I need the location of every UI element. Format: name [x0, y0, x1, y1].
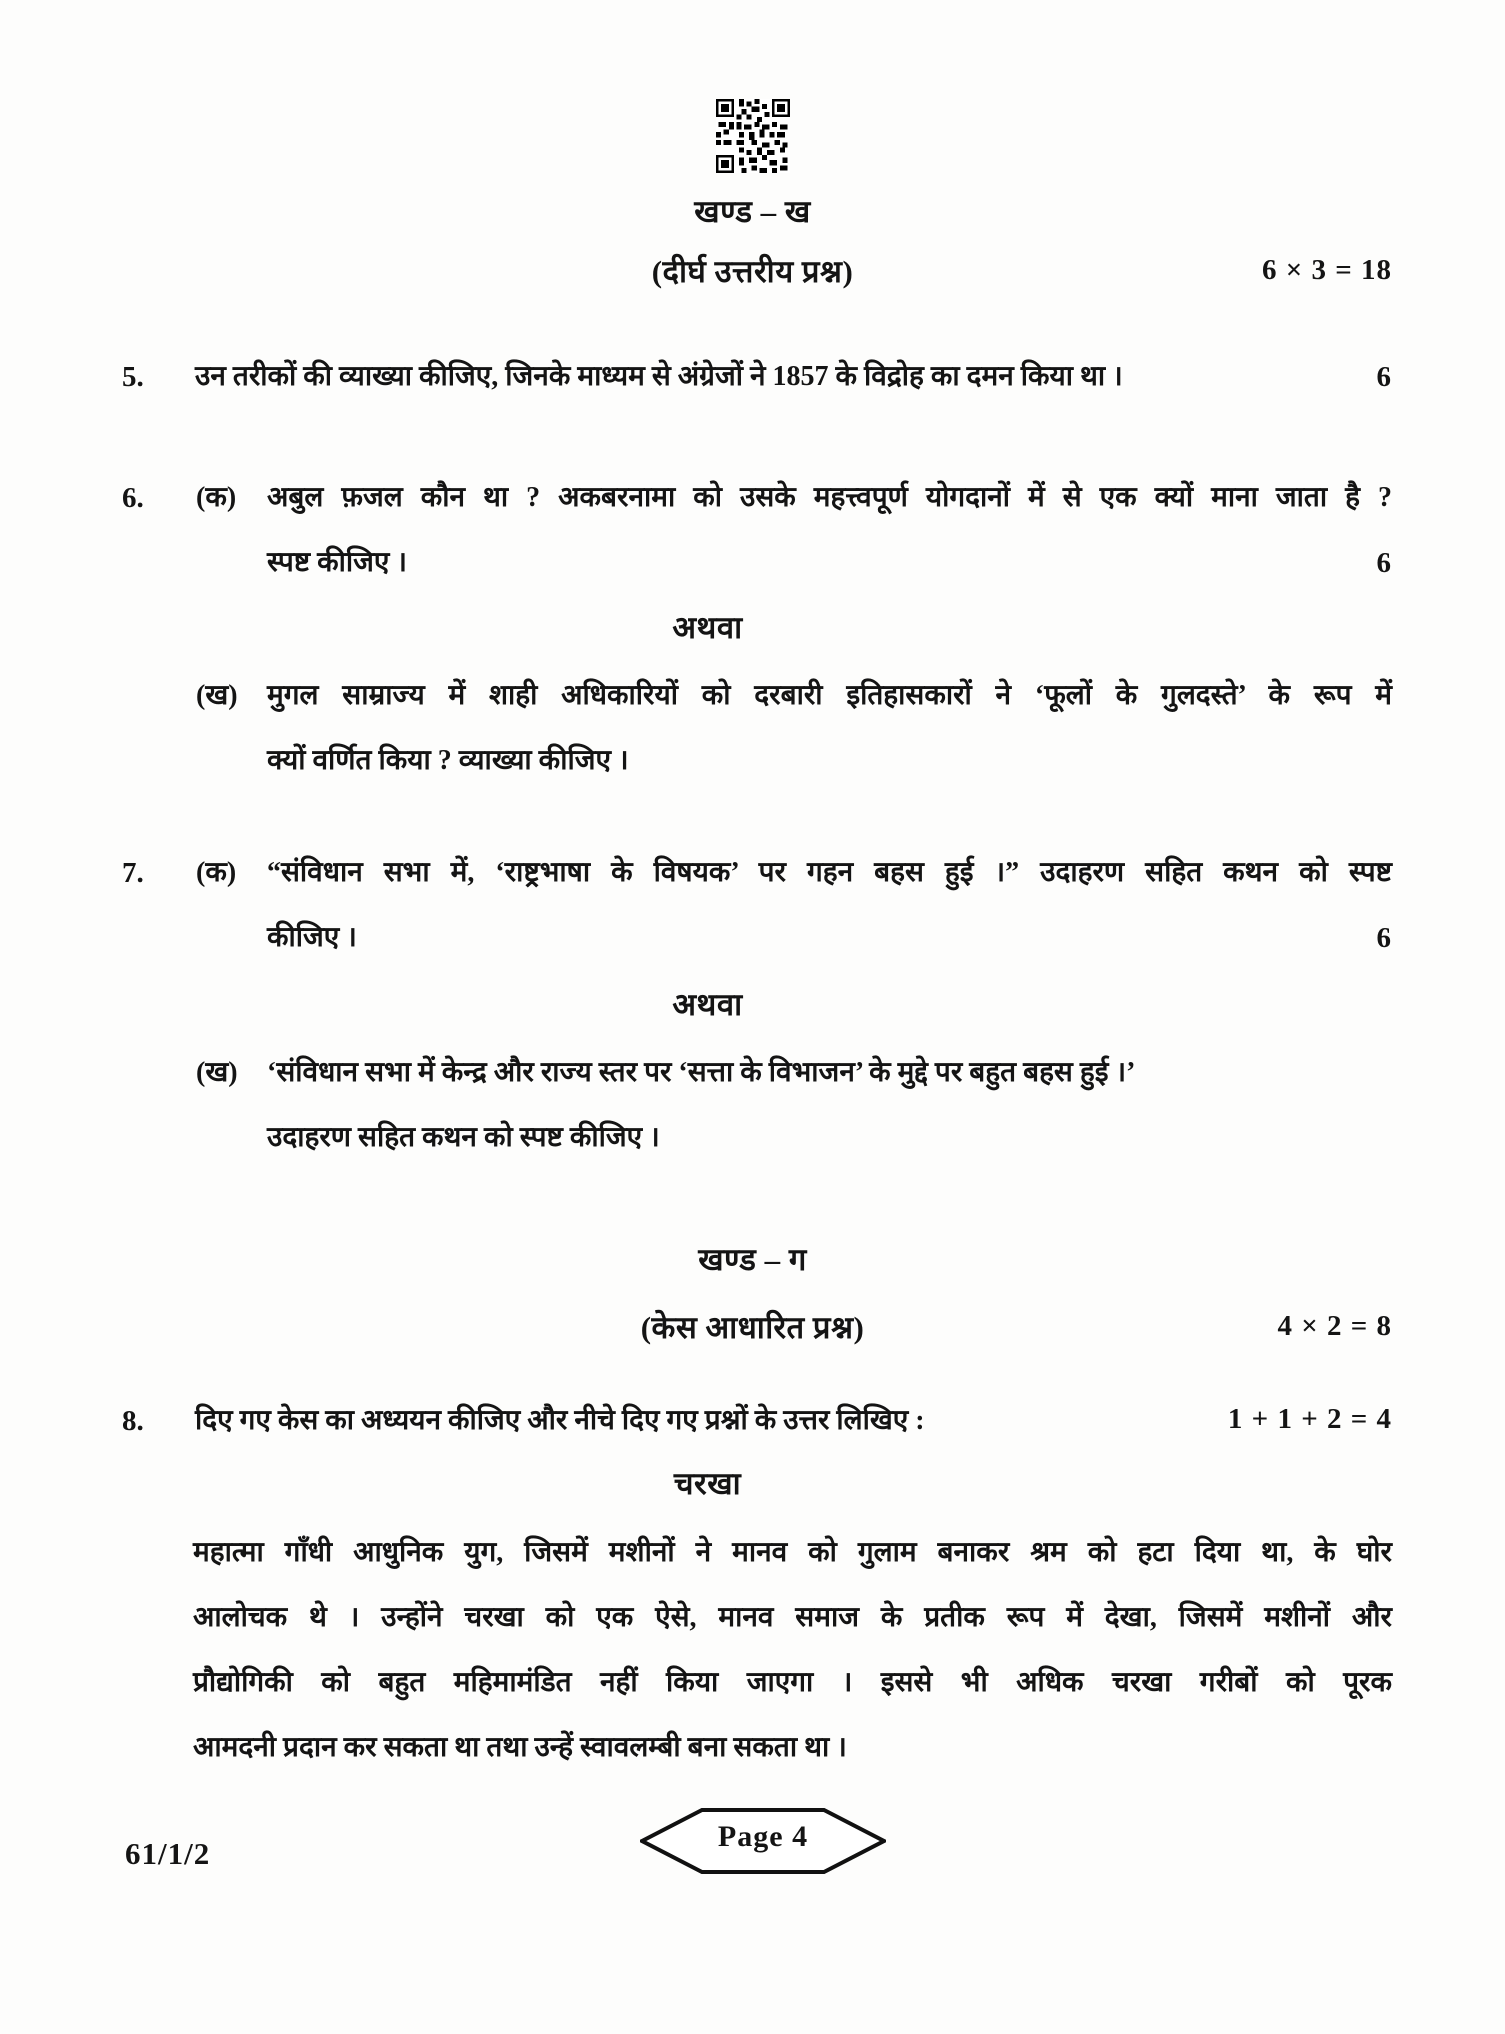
section-b-title: खण्ड – ख — [694, 194, 811, 229]
case-study-line-4: आमदनी प्रदान कर सकता था तथा उन्हें स्वावलम्बी बना सकता था । — [193, 1732, 847, 1763]
question-6a-marks: 6 — [1376, 547, 1392, 579]
question-5-text: उन तरीकों की व्याख्या कीजिए, जिनके माध्यम से अंग्रेजों ने 1857 के विद्रोह का दमन किया था । — [195, 361, 1123, 392]
question-7-number: 7. — [122, 857, 144, 889]
case-study-line-2: आलोचक थे । उन्होंने चरखा को एक ऐसे, मानव समाज के प्रतीक रूप में देखा, जिसमें मशीनों और — [193, 1602, 1392, 1633]
question-8-text: दिए गए केस का अध्ययन कीजिए और नीचे दिए गए प्रश्नों के उत्तर लिखिए : — [195, 1405, 925, 1436]
section-b-marks: 6 × 3 = 18 — [1261, 254, 1392, 286]
question-5-marks: 6 — [1376, 361, 1392, 393]
question-6a-line2: स्पष्ट कीजिए । — [267, 547, 408, 578]
section-b-subtitle: (दीर्घ उत्तरीय प्रश्न) — [651, 254, 854, 289]
question-8-number: 8. — [122, 1405, 144, 1437]
paper-code: 61/1/2 — [125, 1836, 211, 1871]
qr-code-icon — [716, 99, 790, 173]
question-6b-line2: क्यों वर्णित किया ? व्याख्या कीजिए । — [267, 745, 629, 776]
case-study-line-3: प्रौद्योगिकी को बहुत महिमामंडित नहीं किया जाएगा । इससे भी अधिक चरखा गरीबों को पूरक — [193, 1667, 1392, 1698]
question-6b-line1: मुगल साम्राज्य में शाही अधिकारियों को दरबारी इतिहासकारों ने ‘फूलों के गुलदस्ते’ के रूप में — [267, 680, 1392, 711]
section-c-marks: 4 × 2 = 8 — [1277, 1310, 1392, 1342]
question-7a-label: (क) — [196, 857, 237, 888]
question-5-number: 5. — [122, 361, 144, 393]
question-7a-line2: कीजिए । — [267, 922, 357, 953]
section-c-subtitle: (केस आधारित प्रश्न) — [640, 1310, 865, 1345]
question-7b-line2: उदाहरण सहित कथन को स्पष्ट कीजिए । — [267, 1122, 660, 1153]
question-6-or-label: अथवा — [672, 610, 743, 645]
question-7-or-label: अथवा — [672, 987, 743, 1022]
case-study-title: चरखा — [673, 1466, 742, 1501]
section-c-title: खण्ड – ग — [698, 1242, 807, 1277]
question-6a-label: (क) — [196, 482, 237, 513]
case-study-line-1: महात्मा गाँधी आधुनिक युग, जिसमें मशीनों ने मानव को गुलाम बनाकर श्रम को हटा दिया था, के घोर — [193, 1537, 1392, 1568]
page-number-label: Page 4 — [717, 1820, 809, 1853]
question-7b-label: (ख) — [196, 1057, 238, 1088]
page-number-badge — [640, 1806, 886, 1876]
question-7b-line1: ‘संविधान सभा में केन्द्र और राज्य स्तर पर ‘सत्ता के विभाजन’ के मुद्दे पर बहुत बहस हुई ।’ — [267, 1057, 1136, 1088]
question-8-marks: 1 + 1 + 2 = 4 — [1227, 1403, 1392, 1435]
question-6b-label: (ख) — [196, 680, 238, 711]
question-7a-marks: 6 — [1376, 922, 1392, 954]
question-7a-line1: “संविधान सभा में, ‘राष्ट्रभाषा के विषयक’ पर गहन बहस हुई ।” उदाहरण सहित कथन को स्पष्ट — [267, 857, 1392, 888]
question-6-number: 6. — [122, 482, 144, 514]
question-6a-line1: अबुल फ़जल कौन था ? अकबरनामा को उसके महत्त्वपूर्ण योगदानों में से एक क्यों माना जाता है ? — [267, 482, 1392, 513]
